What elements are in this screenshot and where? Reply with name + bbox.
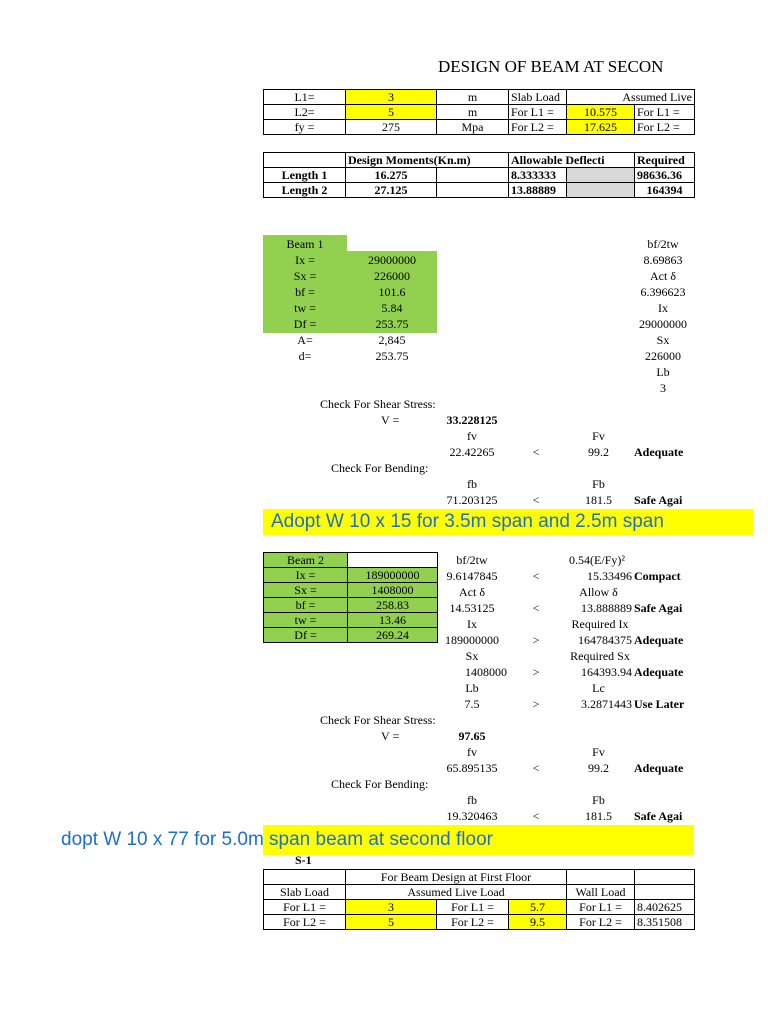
unit-cell: m <box>437 90 509 105</box>
check-cell: 164393.94 <box>581 665 632 679</box>
label-cell: fy = <box>264 120 346 135</box>
table-row <box>264 900 695 915</box>
check-cell: Required Ix <box>571 617 629 631</box>
check-cell: Allow δ <box>579 585 618 599</box>
check-result: Adequate <box>634 665 684 679</box>
table-row <box>264 583 438 598</box>
check-cell: 6.396623 <box>640 285 686 299</box>
label-cell: For L1 = <box>264 900 346 915</box>
column-header: Wall Load <box>567 885 635 900</box>
prop-value: 1408000 <box>348 583 438 598</box>
check-cell: 164784375 <box>578 633 632 647</box>
column-header: Design Moments(Kn.m) <box>346 153 509 168</box>
prop-value: 189000000 <box>348 568 438 583</box>
label-cell: For L1 = <box>567 900 635 915</box>
check-cell: 7.5 <box>464 697 480 711</box>
check-cell: Lb <box>465 681 479 695</box>
prop-label: Ix = <box>264 568 348 583</box>
check-cell: < <box>532 569 540 583</box>
fv-compare: < <box>532 445 540 459</box>
prop-value: 5.84 <box>381 301 403 315</box>
prop-label: d= <box>298 349 312 363</box>
table-row <box>264 628 438 643</box>
moment-table <box>263 152 695 198</box>
check-cell: Ix <box>658 301 668 315</box>
value-cell[interactable]: 10.575 <box>567 105 635 120</box>
fb-result: Safe Agai <box>634 493 683 507</box>
label-cell: For L1 = <box>509 105 567 120</box>
bending-check-label: Check For Bending: <box>331 777 429 791</box>
check-cell: > <box>532 633 540 647</box>
check-cell: bf/2tw <box>456 553 488 567</box>
table-row <box>264 568 438 583</box>
check-cell: 8.69863 <box>643 253 683 267</box>
Fv-label: Fv <box>592 429 605 443</box>
first-floor-table <box>263 869 695 930</box>
check-cell: 0.54(E/Fy)² <box>569 553 625 567</box>
row-label: Length 2 <box>264 183 346 198</box>
table-row <box>264 870 695 885</box>
Fv-value: 99.2 <box>588 761 609 775</box>
page-title: DESIGN OF BEAM AT SECON <box>438 57 664 76</box>
check-cell: Ix <box>467 617 477 631</box>
prop-label: bf = <box>264 598 348 613</box>
shear-v-value: 33.228125 <box>446 413 498 427</box>
value-cell: 8.402625 <box>635 900 695 915</box>
check-cell: > <box>532 665 540 679</box>
fv-compare: < <box>532 761 540 775</box>
fb-label: fb <box>467 793 477 807</box>
prop-label: tw = <box>294 301 316 315</box>
check-cell: Lc <box>592 681 605 695</box>
prop-label: Df = <box>293 317 317 331</box>
table-title: For Beam Design at First Floor <box>346 870 567 885</box>
unit-cell: Mpa <box>437 120 509 135</box>
table-header <box>264 885 695 900</box>
fb-value: 19.320463 <box>446 809 498 823</box>
fb-value: 71.203125 <box>446 493 498 507</box>
value-cell[interactable]: 17.625 <box>567 120 635 135</box>
label-cell: Assumed Live <box>567 90 695 105</box>
beam2-title: Beam 2 <box>264 553 348 568</box>
check-cell: 226000 <box>645 349 681 363</box>
fv-result: Adequate <box>634 761 684 775</box>
label-cell: Slab Load <box>509 90 567 105</box>
table-header <box>264 153 695 168</box>
table-row <box>264 598 438 613</box>
check-cell: Act δ <box>650 269 676 283</box>
shear-check-label: Check For Shear Stress: <box>320 713 436 727</box>
check-cell: 9.6147845 <box>446 569 498 583</box>
check-cell: > <box>532 697 540 711</box>
prop-value: 13.46 <box>348 613 438 628</box>
s1-label: S-1 <box>295 853 312 867</box>
label-cell: For L2 = <box>509 120 567 135</box>
input-cell[interactable]: 5.7 <box>509 900 567 915</box>
label-cell: L1= <box>264 90 346 105</box>
shear-check-label: Check For Shear Stress: <box>320 397 436 411</box>
value-cell: 8.333333 <box>509 168 567 183</box>
check-cell: 3 <box>660 381 666 395</box>
input-cell[interactable]: 5 <box>346 105 437 120</box>
Fv-label: Fv <box>592 745 605 759</box>
prop-value: 269.24 <box>348 628 438 643</box>
fv-result: Adequate <box>634 445 684 459</box>
prop-label: Sx = <box>264 583 348 598</box>
prop-value: 258.83 <box>348 598 438 613</box>
check-cell: 14.53125 <box>449 601 495 615</box>
fv-label: fv <box>467 745 477 759</box>
check-result: Use Later <box>634 697 685 711</box>
label-cell: For L2 = <box>264 915 346 930</box>
row-label: Length 1 <box>264 168 346 183</box>
prop-value: 253.75 <box>375 349 409 363</box>
input-cell[interactable]: 3 <box>346 900 437 915</box>
prop-value: 226000 <box>374 269 410 283</box>
check-cell: Required Sx <box>570 649 630 663</box>
fv-label: fv <box>467 429 477 443</box>
fb-compare: < <box>532 809 540 823</box>
check-cell: < <box>532 601 540 615</box>
prop-label: Df = <box>264 628 348 643</box>
prop-value: 101.6 <box>378 285 406 299</box>
check-cell: Lb <box>656 365 670 379</box>
table-row <box>264 915 695 930</box>
adopt-banner-beam1: Adopt W 10 x 15 for 3.5m span and 2.5m span <box>263 509 753 535</box>
table-row <box>264 183 695 198</box>
adopt-banner-beam2: dopt W 10 x 77 for 5.0m span beam at second floor <box>61 829 493 850</box>
check-cell: 3.2871443 <box>581 697 632 711</box>
fv-value: 22.42265 <box>449 445 495 459</box>
value-cell: 16.275 <box>346 168 437 183</box>
Fb-label: Fb <box>592 793 605 807</box>
check-cell: 189000000 <box>445 633 499 647</box>
beam2-properties <box>263 552 438 643</box>
table-row <box>264 168 695 183</box>
label-cell: For L1 = <box>437 900 509 915</box>
value-cell: 8.351508 <box>635 915 695 930</box>
shear-v-label: V = <box>381 729 400 743</box>
value-cell: 13.88889 <box>509 183 567 198</box>
prop-label: Ix = <box>295 253 315 267</box>
prop-label: A= <box>297 333 313 347</box>
prop-label: tw = <box>264 613 348 628</box>
Fb-value: 181.5 <box>585 493 612 507</box>
prop-value: 2,845 <box>378 333 406 347</box>
shear-v-label: V = <box>381 413 400 427</box>
input-cell[interactable]: 3 <box>346 90 437 105</box>
input-cell[interactable]: 9.5 <box>509 915 567 930</box>
check-result: Adequate <box>634 633 684 647</box>
prop-value: 29000000 <box>368 253 416 267</box>
fb-label: fb <box>467 477 477 491</box>
table-row <box>264 90 695 105</box>
check-result: Compact <box>634 569 681 583</box>
value-cell[interactable]: 275 <box>346 120 437 135</box>
value-cell: 98636.36 <box>635 168 695 183</box>
check-cell: 1408000 <box>465 665 507 679</box>
label-cell: For L2 = <box>635 120 695 135</box>
check-cell: 29000000 <box>639 317 687 331</box>
check-cell: 13.888889 <box>581 601 632 615</box>
Fb-label: Fb <box>592 477 605 491</box>
value-cell: 27.125 <box>346 183 437 198</box>
check-cell: Act δ <box>459 585 485 599</box>
label-cell: For L2 = <box>567 915 635 930</box>
check-result: Safe Agai <box>634 601 683 615</box>
label-cell: L2= <box>264 105 346 120</box>
table-row <box>264 105 695 120</box>
label-cell: For L2 = <box>437 915 509 930</box>
value-cell: 164394 <box>635 183 695 198</box>
fb-result: Safe Agai <box>634 809 683 823</box>
shear-v-value: 97.65 <box>458 729 486 743</box>
prop-label: Sx = <box>293 269 317 283</box>
column-header: Allowable Deflecti <box>509 153 635 168</box>
check-cell: 15.33496 <box>587 569 632 583</box>
label-cell: For L1 = <box>635 105 695 120</box>
input-cell[interactable]: 5 <box>346 915 437 930</box>
unit-cell: m <box>437 105 509 120</box>
bending-check-label: Check For Bending: <box>331 461 429 475</box>
fv-value: 65.895135 <box>446 761 498 775</box>
column-header: Slab Load <box>264 885 346 900</box>
prop-value: 253.75 <box>375 317 409 331</box>
column-header: Required <box>635 153 695 168</box>
prop-label: bf = <box>295 285 315 299</box>
check-cell: bf/2tw <box>647 237 679 251</box>
table-row <box>264 120 695 135</box>
Fv-value: 99.2 <box>588 445 609 459</box>
column-header: Assumed Live Load <box>346 885 567 900</box>
table-row <box>264 553 438 568</box>
table-row <box>264 613 438 628</box>
Fb-value: 181.5 <box>585 809 612 823</box>
check-cell: Sx <box>656 333 670 347</box>
fb-compare: < <box>532 493 540 507</box>
check-cell: Sx <box>465 649 479 663</box>
beam1-title: Beam 1 <box>286 237 324 251</box>
input-table <box>263 89 695 135</box>
